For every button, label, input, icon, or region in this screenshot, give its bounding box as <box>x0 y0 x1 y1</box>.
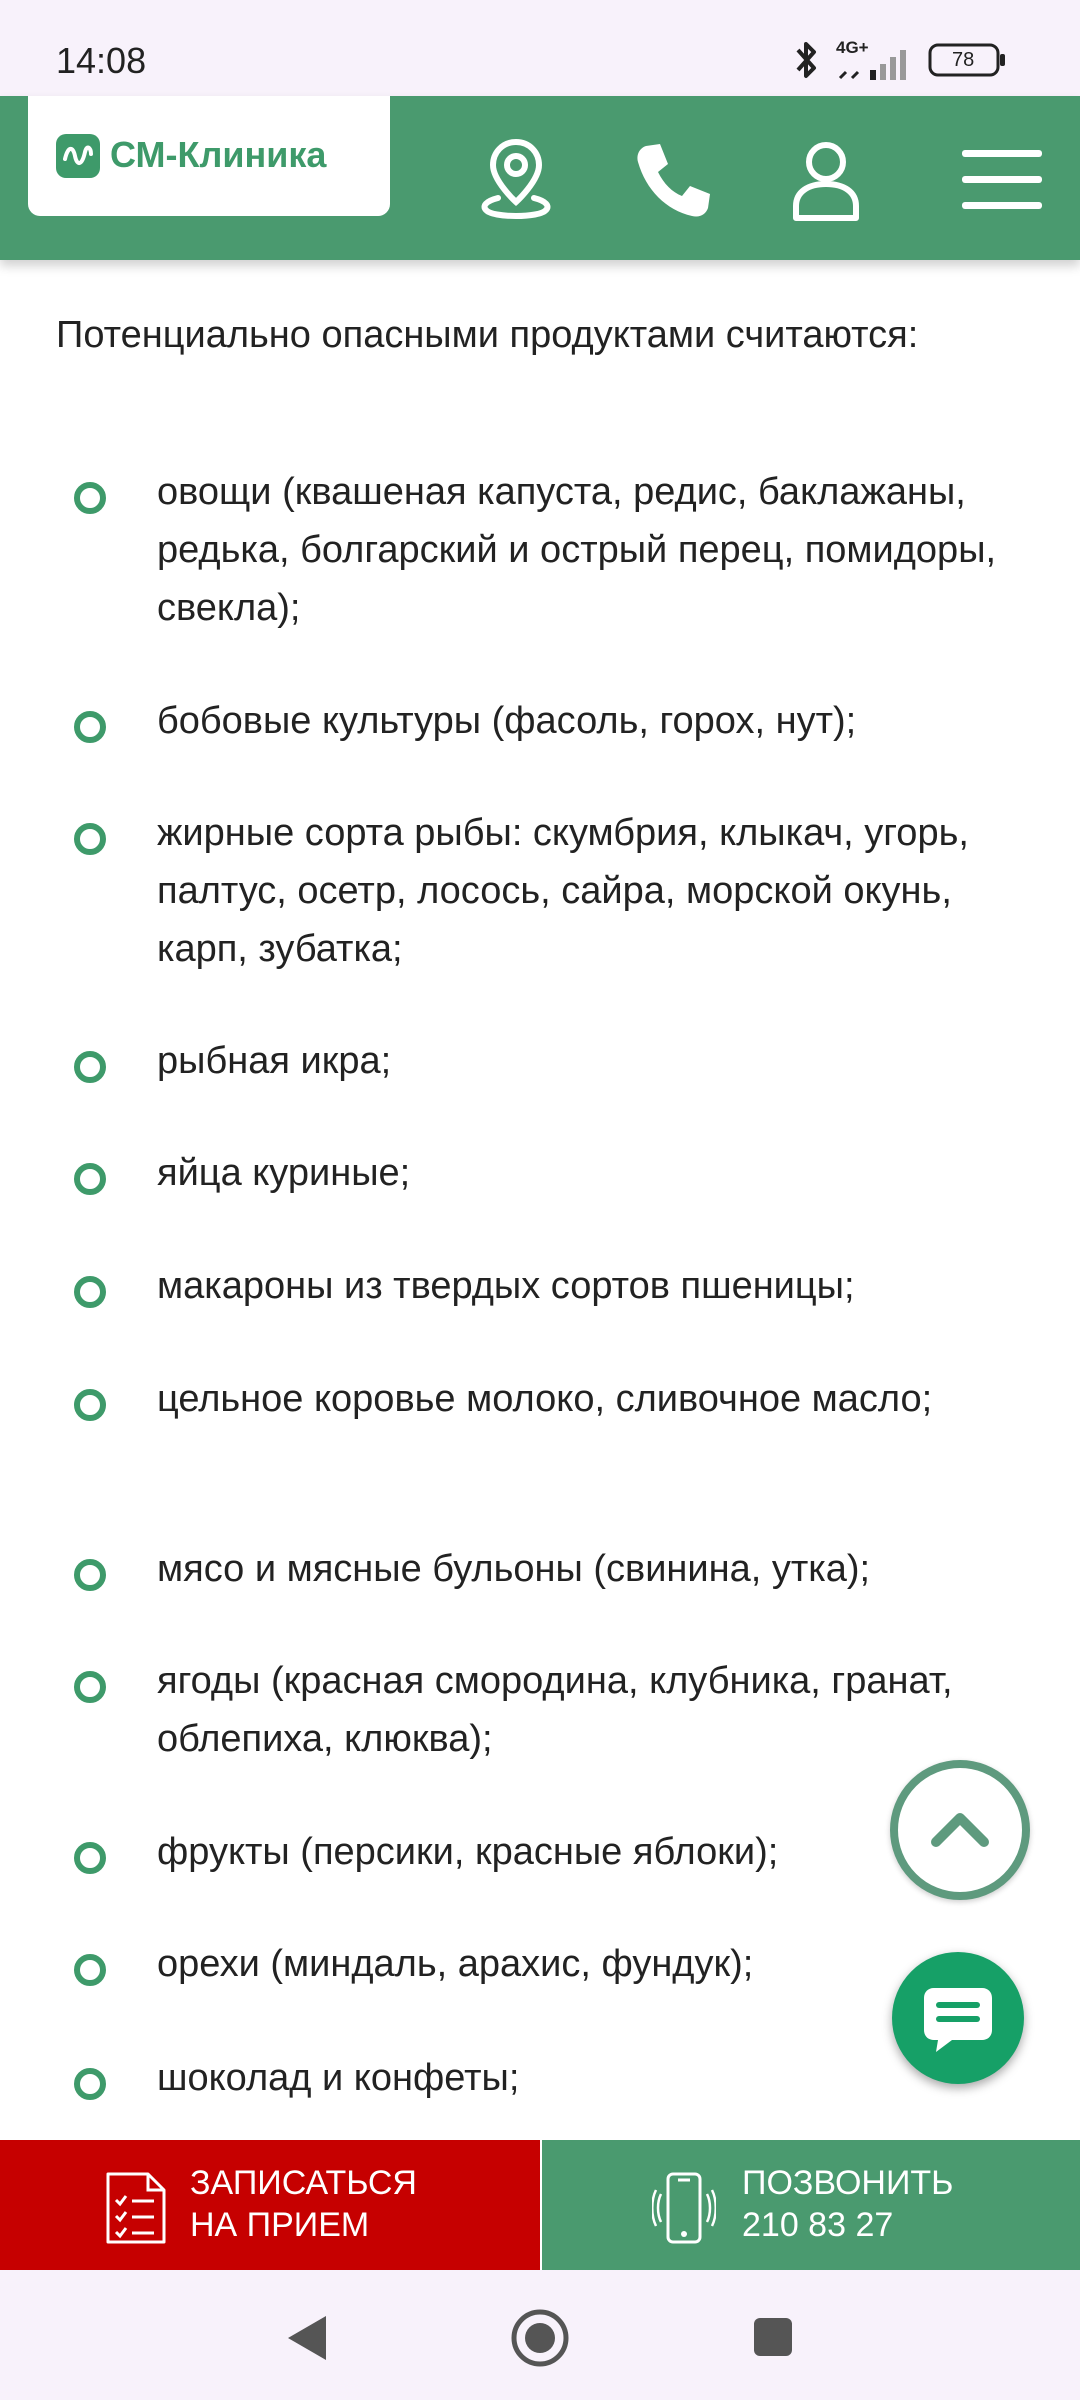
list-item-text: шоколад и конфеты; <box>157 2057 520 2099</box>
bullet-icon <box>74 1559 106 1591</box>
list-item-text: ягоды (красная смородина, клубника, гранат, облепиха, клюква); <box>157 1660 953 1760</box>
bullet-icon <box>74 1276 106 1308</box>
book-appointment-line2: НА ПРИЕМ <box>190 2206 370 2244</box>
intro-text: Потенциально опасными продуктами считаются: <box>56 314 919 356</box>
list-item-text: орехи (миндаль, арахис, фундук); <box>157 1943 754 1985</box>
bullet-icon <box>74 823 106 855</box>
bullet-icon <box>74 1051 106 1083</box>
list-item-text: цельное коровье молоко, сливочное масло; <box>157 1378 933 1420</box>
call-button[interactable] <box>542 2140 1080 2270</box>
book-appointment-button[interactable] <box>0 2140 540 2270</box>
list-item-text: макароны из твердых сортов пшеницы; <box>157 1265 855 1307</box>
home-icon[interactable] <box>508 2306 572 2370</box>
list-item-text: фрукты (персики, красные яблоки); <box>157 1831 779 1873</box>
bullet-icon <box>74 1163 106 1195</box>
back-icon[interactable] <box>276 2312 336 2364</box>
scroll-to-top-button[interactable] <box>890 1760 1030 1900</box>
bullet-icon <box>74 1842 106 1874</box>
bullet-icon <box>74 1954 106 1986</box>
chat-icon <box>920 1980 996 2056</box>
bullet-icon <box>74 711 106 743</box>
checklist-icon <box>104 2170 168 2246</box>
bullet-icon <box>74 482 106 514</box>
network-type: 4G+ <box>836 38 869 57</box>
bullet-icon <box>74 1671 106 1703</box>
bullet-icon <box>74 1389 106 1421</box>
list-item-text: мясо и мясные бульоны (свинина, утка); <box>157 1548 871 1590</box>
list-item-text: жирные сорта рыбы: скумбрия, клыкач, угорь, палтус, осетр, лосось, сайра, морской окунь, карп, зубатка; <box>157 812 969 970</box>
smartphone-icon <box>652 2170 716 2246</box>
book-appointment-line1: ЗАПИСАТЬСЯ <box>190 2164 417 2202</box>
battery-level: 78 <box>952 49 975 71</box>
system-navigation-bar <box>0 2270 1080 2400</box>
list-item-text: яйца куриные; <box>157 1152 411 1194</box>
chat-button[interactable] <box>892 1952 1024 2084</box>
logo-text: СМ-Клиника <box>110 134 327 175</box>
list-item-text: рыбная икра; <box>157 1040 392 1082</box>
list-item-text: бобовые культуры (фасоль, горох, нут); <box>157 700 857 742</box>
chevron-up-icon <box>920 1790 1000 1870</box>
bullet-icon <box>74 2068 106 2100</box>
bottom-action-bar <box>0 2140 1080 2270</box>
status-time: 14:08 <box>56 40 147 81</box>
call-line1: ПОЗВОНИТЬ <box>742 2164 954 2202</box>
call-phone-number: 210 83 27 <box>742 2206 894 2244</box>
recents-icon[interactable] <box>748 2312 798 2362</box>
list-item-text: овощи (квашеная капуста, редис, баклажаны, редька, болгарский и острый перец, помидоры, свекла); <box>157 471 997 629</box>
